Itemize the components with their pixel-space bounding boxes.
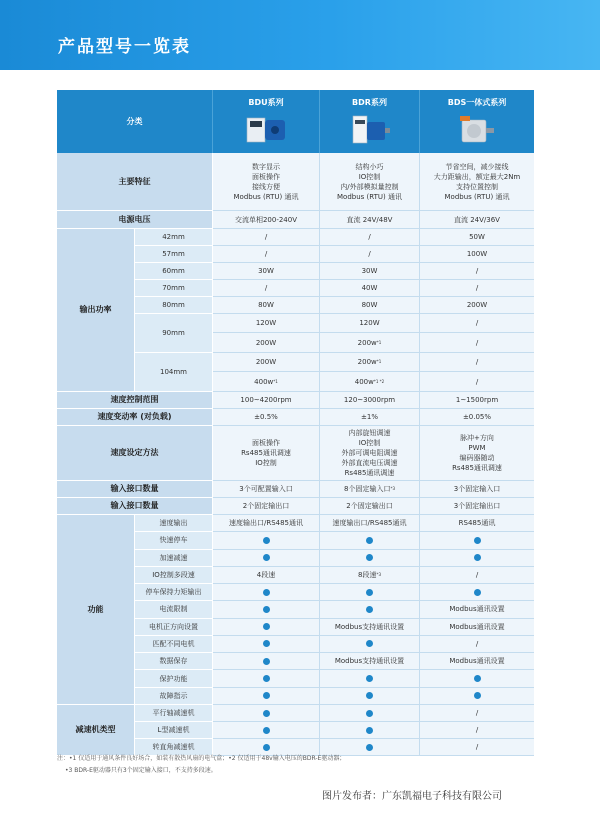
feature-dot-cell <box>213 705 320 722</box>
function-value: RS485通讯 <box>420 515 534 532</box>
feature-dot-cell <box>320 636 420 653</box>
features-bdu: 数字显示 面板操作 接线方便 Modbus (RTU) 通讯 <box>213 153 320 211</box>
feature-dot-cell <box>213 688 320 705</box>
bdr-product-image <box>347 112 393 146</box>
supported-dot-icon <box>474 692 481 699</box>
feature-dot-cell <box>420 670 534 687</box>
feature-dot-cell <box>320 670 420 687</box>
function-value: / <box>420 636 534 653</box>
function-value: Modbus通讯设置 <box>420 653 534 670</box>
reducer-value: / <box>420 739 534 756</box>
supported-dot-icon <box>263 606 270 613</box>
function-row <box>135 653 534 670</box>
supported-dot-icon <box>474 675 481 682</box>
supported-dot-icon <box>366 537 373 544</box>
supported-dot-icon <box>263 692 270 699</box>
row-speed-range: 速度控制范围 100~4200rpm 120~3000rpm 1~1500rpm <box>57 392 534 409</box>
supported-dot-icon <box>366 744 373 751</box>
title-banner <box>0 0 600 70</box>
power-row-70: 70mm / 40W / <box>135 280 534 297</box>
function-name: 加速减速 <box>135 550 213 567</box>
supported-dot-icon <box>263 623 270 630</box>
supported-dot-icon <box>474 554 481 561</box>
header-product-bdr: BDR系列 <box>320 90 420 153</box>
function-row <box>135 584 534 601</box>
function-value: Modbus通讯设置 <box>420 601 534 618</box>
feature-dot-cell <box>213 636 320 653</box>
feature-dot-cell <box>420 584 534 601</box>
voltage-bdr: 直流 24V/48V <box>320 211 420 229</box>
supported-dot-icon <box>263 744 270 751</box>
feature-dot-cell <box>320 584 420 601</box>
function-row <box>135 550 534 567</box>
function-name: 电机正方向设置 <box>135 619 213 636</box>
function-name: 保护功能 <box>135 670 213 687</box>
product-table <box>57 90 534 756</box>
row-speed-variation: 速度变动率 (对负载) ±0.5% ±1% ±0.05% <box>57 409 534 426</box>
supported-dot-icon <box>263 589 270 596</box>
row-voltage <box>57 211 534 229</box>
feature-dot-cell <box>420 688 534 705</box>
table-header <box>57 90 534 153</box>
row-speed-setting: 速度设定方法 面板操作 Rs485通讯调速 IO控制 内部旋钮调速 IO控制 外部可调电阻调速 外部直流电压调速 Rs485通讯调速 脉冲+方向 PWM 编码器随动 Rs485通讯调速 <box>57 426 534 481</box>
feature-dot-cell <box>420 532 534 549</box>
row-power <box>57 229 534 392</box>
power-label: 输出功率 <box>57 229 135 392</box>
function-value: / <box>420 567 534 584</box>
header-product-bds: BDS一体式系列 <box>420 90 534 153</box>
feature-dot-cell <box>420 550 534 567</box>
row-input-ports: 输入接口数量 3个可配置输入口 8个固定输入口 *3 3个固定输入口 <box>57 481 534 498</box>
function-value: 4段速 <box>213 567 320 584</box>
power-row-90: 90mm 120W 120W / 200W 200w *1 / <box>135 314 534 353</box>
feature-dot-cell <box>320 705 420 722</box>
reducer-grid <box>135 705 534 756</box>
feature-dot-cell <box>213 619 320 636</box>
reducer-name: 转直角减速机 <box>135 739 213 756</box>
supported-dot-icon <box>366 589 373 596</box>
supported-dot-icon <box>263 537 270 544</box>
function-value: Modbus支持通讯设置 <box>320 653 420 670</box>
voltage-bds: 直流 24V/36V <box>420 211 534 229</box>
page-title: 产品型号一览表 <box>58 37 191 57</box>
feature-dot-cell <box>320 722 420 739</box>
function-name: 匹配不同电机 <box>135 636 213 653</box>
supported-dot-icon <box>366 692 373 699</box>
reducer-name: L型减速机 <box>135 722 213 739</box>
feature-dot-cell <box>320 688 420 705</box>
function-name: 故障指示 <box>135 688 213 705</box>
function-row <box>135 567 534 584</box>
function-row <box>135 636 534 653</box>
function-row <box>135 601 534 618</box>
function-row <box>135 515 534 532</box>
publisher-credit: 图片发布者：广东凯福电子科技有限公司 <box>322 791 502 802</box>
power-row-57: 57mm / / 100W <box>135 246 534 263</box>
row-features <box>57 153 534 211</box>
supported-dot-icon <box>263 675 270 682</box>
feature-dot-cell <box>213 550 320 567</box>
function-row <box>135 670 534 687</box>
feature-dot-cell <box>213 722 320 739</box>
power-row-104: 104mm 200W 200w *1 / 400w *1 400w *1 *2 / <box>135 353 534 392</box>
power-row-42: 42mm / / 50W <box>135 229 534 246</box>
function-name: 速度输出 <box>135 515 213 532</box>
reducer-value: / <box>420 705 534 722</box>
functions-grid <box>135 515 534 705</box>
reducer-row <box>135 705 534 722</box>
header-category-label: 分类 <box>57 90 213 153</box>
supported-dot-icon <box>366 640 373 647</box>
row-output-ports: 输入接口数量 2个固定输出口 2个固定输出口 3个固定输出口 <box>57 498 534 515</box>
reducer-name: 平行轴减速机 <box>135 705 213 722</box>
function-value: 速度输出口/RS485通讯 <box>213 515 320 532</box>
row-reducer: 减速机类型 平行轴减速机 / L型减速机 / 转直角减速机 / <box>57 705 534 756</box>
function-value: 速度输出口/RS485通讯 <box>320 515 420 532</box>
feature-dot-cell <box>213 670 320 687</box>
voltage-bdu: 交流单相200-240V <box>213 211 320 229</box>
supported-dot-icon <box>263 554 270 561</box>
supported-dot-icon <box>263 658 270 665</box>
function-value: Modbus支持通讯设置 <box>320 619 420 636</box>
power-row-60: 60mm 30W 30W / <box>135 263 534 280</box>
features-bds: 节省空间，减少接线 大力距输出，额定最大2Nm 支持位置控制 Modbus (RTU) 通讯 <box>420 153 534 211</box>
supported-dot-icon <box>263 640 270 647</box>
features-label: 主要特征 <box>57 153 213 211</box>
function-name: 停车保持力矩输出 <box>135 584 213 601</box>
feature-dot-cell <box>320 532 420 549</box>
supported-dot-icon <box>366 710 373 717</box>
row-functions: 功能 速度输出 速度输出口/RS485通讯 速度输出口/RS485通讯 RS485通讯 快速停车 加速减速 IO控制多段速 4段速 8段速 *3 / 停车保持力矩输出 电流限制 Modbus通讯设置 电机正方向设置 Modbus支持通讯设置 Modbus通讯设置 匹配不同电机 / 数据保存 Modbus支持通讯设置 Modbus通讯设置 保护功能 故障指示 <box>57 515 534 705</box>
function-row <box>135 532 534 549</box>
supported-dot-icon <box>263 710 270 717</box>
reducer-value: / <box>420 722 534 739</box>
feature-dot-cell <box>213 584 320 601</box>
bds-product-image <box>454 112 500 146</box>
supported-dot-icon <box>474 589 481 596</box>
function-name: 电流限制 <box>135 601 213 618</box>
function-name: 数据保存 <box>135 653 213 670</box>
feature-dot-cell <box>320 550 420 567</box>
reducer-row <box>135 722 534 739</box>
voltage-label: 电源电压 <box>57 211 213 229</box>
footnotes: 注：•1 仅适用于通风条件良好场合，如装有散热风扇的电气盒；•2 仅适用于48v输入电压的BDR-E驱动器； •3 BDR-E驱动器只有3个固定输入接口，不支持多段速。 <box>57 755 346 774</box>
supported-dot-icon <box>474 537 481 544</box>
supported-dot-icon <box>366 727 373 734</box>
function-row <box>135 619 534 636</box>
supported-dot-icon <box>366 675 373 682</box>
supported-dot-icon <box>366 554 373 561</box>
feature-dot-cell <box>320 601 420 618</box>
feature-dot-cell <box>213 532 320 549</box>
function-row <box>135 688 534 705</box>
power-grid <box>135 229 534 392</box>
function-value: 8段速 *3 <box>320 567 420 584</box>
function-value: Modbus通讯设置 <box>420 619 534 636</box>
supported-dot-icon <box>366 606 373 613</box>
feature-dot-cell <box>213 653 320 670</box>
function-name: IO控制多段速 <box>135 567 213 584</box>
header-product-bdu: BDU系列 <box>213 90 320 153</box>
bdu-product-image <box>243 112 289 146</box>
supported-dot-icon <box>263 727 270 734</box>
power-row-80: 80mm 80W 80W 200W <box>135 297 534 314</box>
features-bdr: 结构小巧 IO控制 内/外部模拟量控制 Modbus (RTU) 通讯 <box>320 153 420 211</box>
feature-dot-cell <box>213 601 320 618</box>
function-name: 快速停车 <box>135 532 213 549</box>
